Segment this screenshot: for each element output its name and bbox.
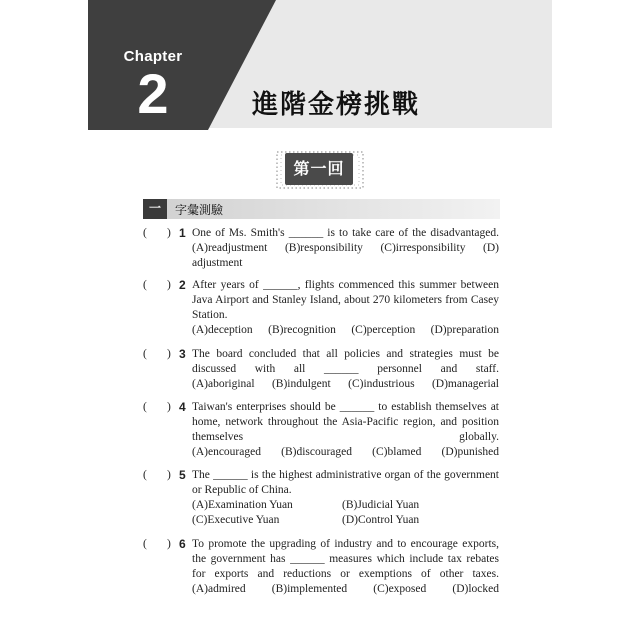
question-body (192, 278, 499, 338)
question-body (192, 347, 499, 392)
answer-options-row (192, 513, 499, 528)
question-body (192, 400, 499, 460)
question-text-line: home, network throughout the Asia-Pacific region, and position (192, 416, 499, 428)
answer-paren-left: ( (143, 227, 147, 239)
answer-paren-right: ) (167, 401, 171, 413)
question-text-line: the government has ______ measures which include tax rebates (192, 553, 499, 565)
question-number: 6 (179, 537, 186, 551)
answer-paren-right: ) (167, 279, 171, 291)
answer-paren-left: ( (143, 538, 147, 550)
answer-paren-left: ( (143, 401, 147, 413)
question-number: 2 (179, 278, 186, 292)
question-text-line: After years of ______, flights commenced this summer between (192, 279, 499, 291)
question-body (192, 226, 499, 271)
chapter-label: Chapter (123, 48, 183, 65)
answer-option: (B)Judicial Yuan (342, 499, 420, 511)
question-number: 5 (179, 468, 186, 482)
answer-paren-left: ( (143, 279, 147, 291)
answer-options-row (192, 498, 499, 513)
answer-options: (A)aboriginal (B)indulgent (C)industrious (D)managerial (192, 378, 499, 390)
answer-option: (C)Executive Yuan (192, 514, 280, 526)
answer-options: (A)encouraged (B)discouraged (C)blamed (D)punished (192, 446, 499, 458)
answer-paren-right: ) (167, 227, 171, 239)
round-badge-wrap (274, 150, 366, 190)
round-label: 第一回 (293, 159, 345, 178)
round-badge (285, 153, 353, 185)
question-text-line: Taiwan's enterprises should be ______ to establish themselves at (192, 401, 499, 413)
answer-paren-left: ( (143, 469, 147, 481)
section-tag (143, 199, 167, 219)
answer-options: (A)admired (B)implemented (C)exposed (D)locked (192, 583, 499, 595)
answer-paren-right: ) (167, 469, 171, 481)
answer-paren-right: ) (167, 348, 171, 360)
question-text-line: or Republic of China. (192, 484, 292, 496)
question-text-line: Java Airport and Stanley Island, about 270 kilometers from Casey (192, 294, 499, 306)
answer-options: (A)deception (B)recognition (C)perception (D)preparation (192, 324, 499, 336)
question-text-line: To promote the upgrading of industry and to encourage exports, (192, 538, 499, 550)
question-number: 1 (179, 226, 186, 240)
answer-options: (A)readjustment (B)responsibility (C)irresponsibility (D) (192, 242, 499, 254)
question-text-line: themselves globally. (192, 431, 499, 443)
question-text-line: Station. (192, 309, 228, 321)
question-number: 3 (179, 347, 186, 361)
question-body (192, 468, 499, 528)
answer-paren-left: ( (143, 348, 147, 360)
question-number: 4 (179, 400, 186, 414)
question-body (192, 537, 499, 597)
chapter-title: 進階金榜挑戰 (252, 90, 421, 120)
section-tag-label: 一 (148, 201, 161, 215)
section-title: 字彙測驗 (175, 203, 224, 217)
question-text-line: The board concluded that all policies and strategies must be (192, 348, 499, 360)
question-text-line: for exports and reductions or exemptions of other taxes. (192, 568, 499, 580)
answer-paren-right: ) (167, 538, 171, 550)
chapter-number: 2 (137, 62, 169, 125)
question-text-line: The ______ is the highest administrative organ of the government (192, 469, 499, 481)
question-text-line: adjustment (192, 257, 243, 269)
answer-option: (A)Examination Yuan (192, 499, 293, 511)
answer-option: (D)Control Yuan (342, 514, 420, 526)
question-text-line: One of Ms. Smith's ______ is to take care of the disadvantaged. (192, 227, 499, 239)
question-text-line: discussed with all ______ personnel and staff. (192, 363, 499, 375)
